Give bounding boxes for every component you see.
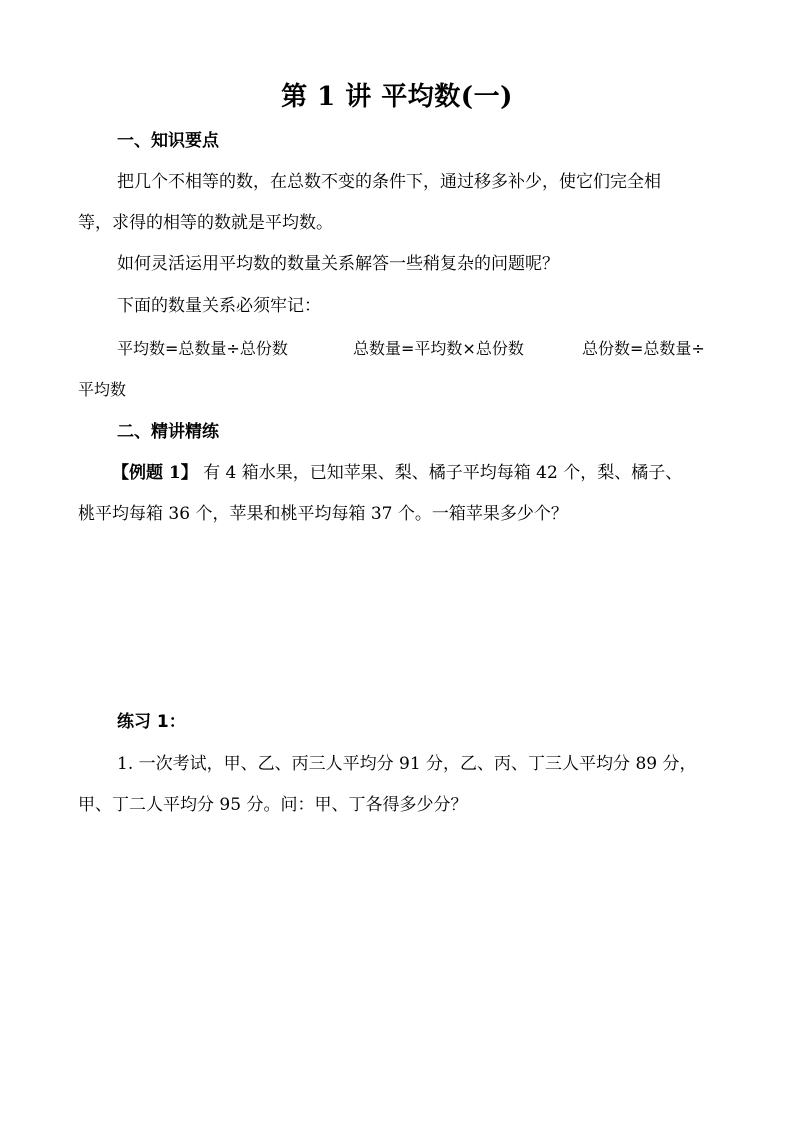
section-heading-lecture: 二、精讲精练 [117,422,219,442]
practice-question-1-line-1: 1. 一次考试，甲、乙、丙三人平均分 91 分，乙、丙、丁三人平均分 89 分， [117,754,697,774]
paragraph-question: 如何灵活运用平均数的数量关系解答一些稍复杂的问题呢？ [117,254,559,274]
example-text: 有 4 箱水果，已知苹果、梨、橘子平均每箱 42 个，梨、橘子、 [197,463,683,483]
example-1-line-1 [112,461,682,485]
paragraph-definition-line-1: 把几个不相等的数，在总数不变的条件下，通过移多补少，使它们完全相 [117,172,661,192]
example-1-line-2: 桃平均每箱 36 个，苹果和桃平均每箱 37 个。一箱苹果多少个？ [78,504,568,524]
formula-total-count: 总份数=总数量÷ [582,339,705,358]
formula-average: 平均数=总数量÷总份数 [117,339,288,358]
example-label: 【例题 1】 [112,463,198,483]
page-title: 第 1 讲 平均数(一) [281,82,513,112]
paragraph-memorize: 下面的数量关系必须牢记： [117,296,321,316]
formula-total-quantity: 总数量=平均数×总份数 [353,339,524,358]
formula-total-count-wrap: 平均数 [78,380,127,399]
paragraph-definition-line-2: 等，求得的相等的数就是平均数。 [78,213,333,233]
practice-question-1-line-2: 甲、丁二人平均分 95 分。问：甲、丁各得多少分？ [78,795,468,815]
practice-heading: 练习 1： [117,712,186,732]
section-heading-knowledge: 一、知识要点 [117,131,219,151]
